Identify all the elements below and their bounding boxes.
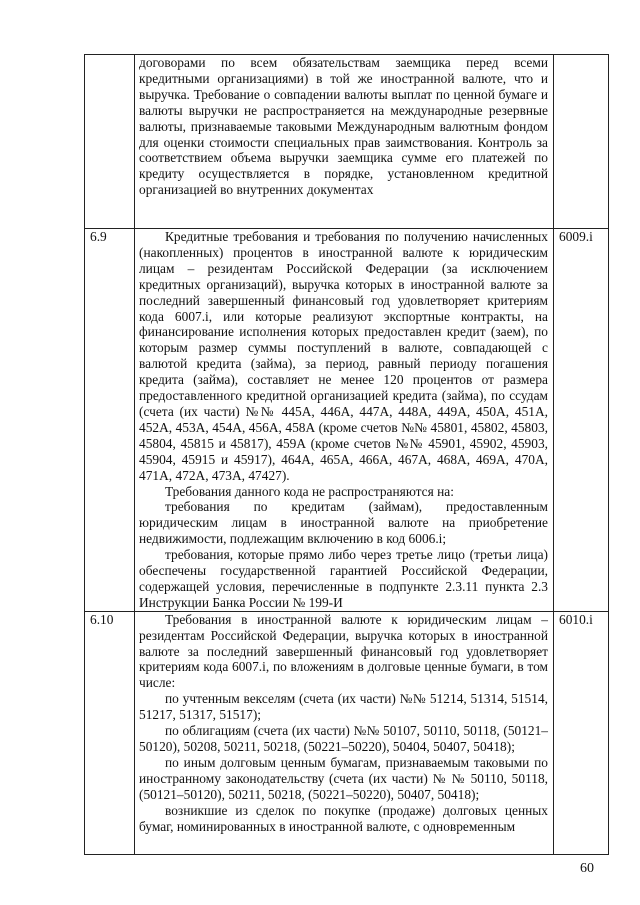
table-row [85, 229, 609, 612]
document-table [84, 54, 609, 855]
row-number: 6.9 [90, 229, 107, 244]
paragraph: Требования в иностранной валюте к юридическим лицам – резидентам Российской Федерации, выручка которых в иностранной валюте за последний завершенный финансовый год удовлетворяет критериям кода 6007.i, по вложениям в долговые ценные бумаги, в том числе: [139, 611, 548, 691]
paragraph: Кредитные требования и требования по получению начисленных (накопленных) процентов в иностранной валюте к юридическим лицам – резидентам Российской Федерации (за исключением кредитных организаций), выручка которых в иностранной валюте за последний завершенный финансовый год удовлетворяет критериям кода 6007.i, или которые реализуют экспортные контракты, на финансирование исполнения которых предоставлен кредит (заем), по которым размер суммы поступлений в валюте, совпадающей с валютой кредита (займа), за период, равный периоду погашения кредита (займа), составляет не менее 120 процентов от размера предоставленного кредитной организацией кредита (займа), по ссудам (счета (их части) №№ 445А, 446А, 447А, 448А, 449А, 450А, 451А, 452А, 453А, 454А, 456А, 458А (кроме счетов №№ 45801, 45802, 45803, 45804, 45815 и 45817), 459А (кроме счетов №№ 45901, 45902, 45903, 45904, 45915 и 45917), 464А, 465А, 466А, 467А, 468А, 469А, 470А, 471А, 472А, 473А, 47427). [139, 229, 548, 483]
paragraph: по иным долговым ценным бумагам, признаваемым таковыми по иностранному законодательству (счета (их части) № № 50110, 50118, (50121–50120), 50211, 50218, (50221–50220), 50407, 50418); [139, 754, 548, 802]
row-number-cell [85, 611, 135, 854]
row-number: 6.10 [90, 611, 114, 627]
paragraph: договорами по всем обязательствам заемщика перед всеми кредитными организациями) в той же иностранной валюте, что и выручка. Требование о совпадении валюты выплат по ценной бумаге и валюты выручки не распространяется на международные резервные валюты, признаваемые таковыми Международным валютным фондом для оценки стоимости специальных прав заимствования. Контроль за соответствием объема выручки заемщика сумме его платежей по кредиту осуществляется в порядке, установленном кредитной организацией во внутренних документах [139, 55, 548, 198]
paragraph: по учтенным векселям (счета (их части) №№ 51214, 51314, 51514, 51217, 51317, 51517); [139, 691, 548, 723]
table-row [85, 55, 609, 229]
row-code: 6009.i [559, 229, 593, 244]
row-text-cell [135, 229, 554, 612]
page-number: 60 [580, 861, 594, 876]
row-code: 6010.i [559, 611, 593, 627]
paragraph: по облигациям (счета (их части) №№ 50107, 50110, 50118, (50121–50120), 50208, 50211, 50218, (50221–50220), 50404, 50407, 50418); [139, 723, 548, 754]
row-code-cell [554, 611, 609, 854]
row-number-cell [85, 229, 135, 612]
row-code-cell [554, 55, 609, 229]
row-number-cell [85, 55, 135, 229]
row-code-cell [554, 229, 609, 612]
paragraph: требования по кредитам (займам), предоставленным юридическим лицам в иностранной валюте на приобретение недвижимости, подлежащим включению в код 6006.i; [139, 499, 548, 547]
row-text-cell [135, 55, 554, 229]
paragraph: возникшие из сделок по покупке (продаже) долговых ценных бумаг, номинированных в иностранной валюте, с одновременным [139, 802, 548, 834]
paragraph: Требования данного кода не распространяются на: [165, 483, 454, 499]
table-row [85, 611, 609, 854]
row-text-cell [135, 611, 554, 854]
paragraph: требования, которые прямо либо через третье лицо (третьи лица) обеспечены государственной гарантией Российской Федерации, содержащей условия, перечисленные в подпункте 2.3.11 пункта 2.3 Инструкции Банка России № 199-И [139, 547, 548, 610]
